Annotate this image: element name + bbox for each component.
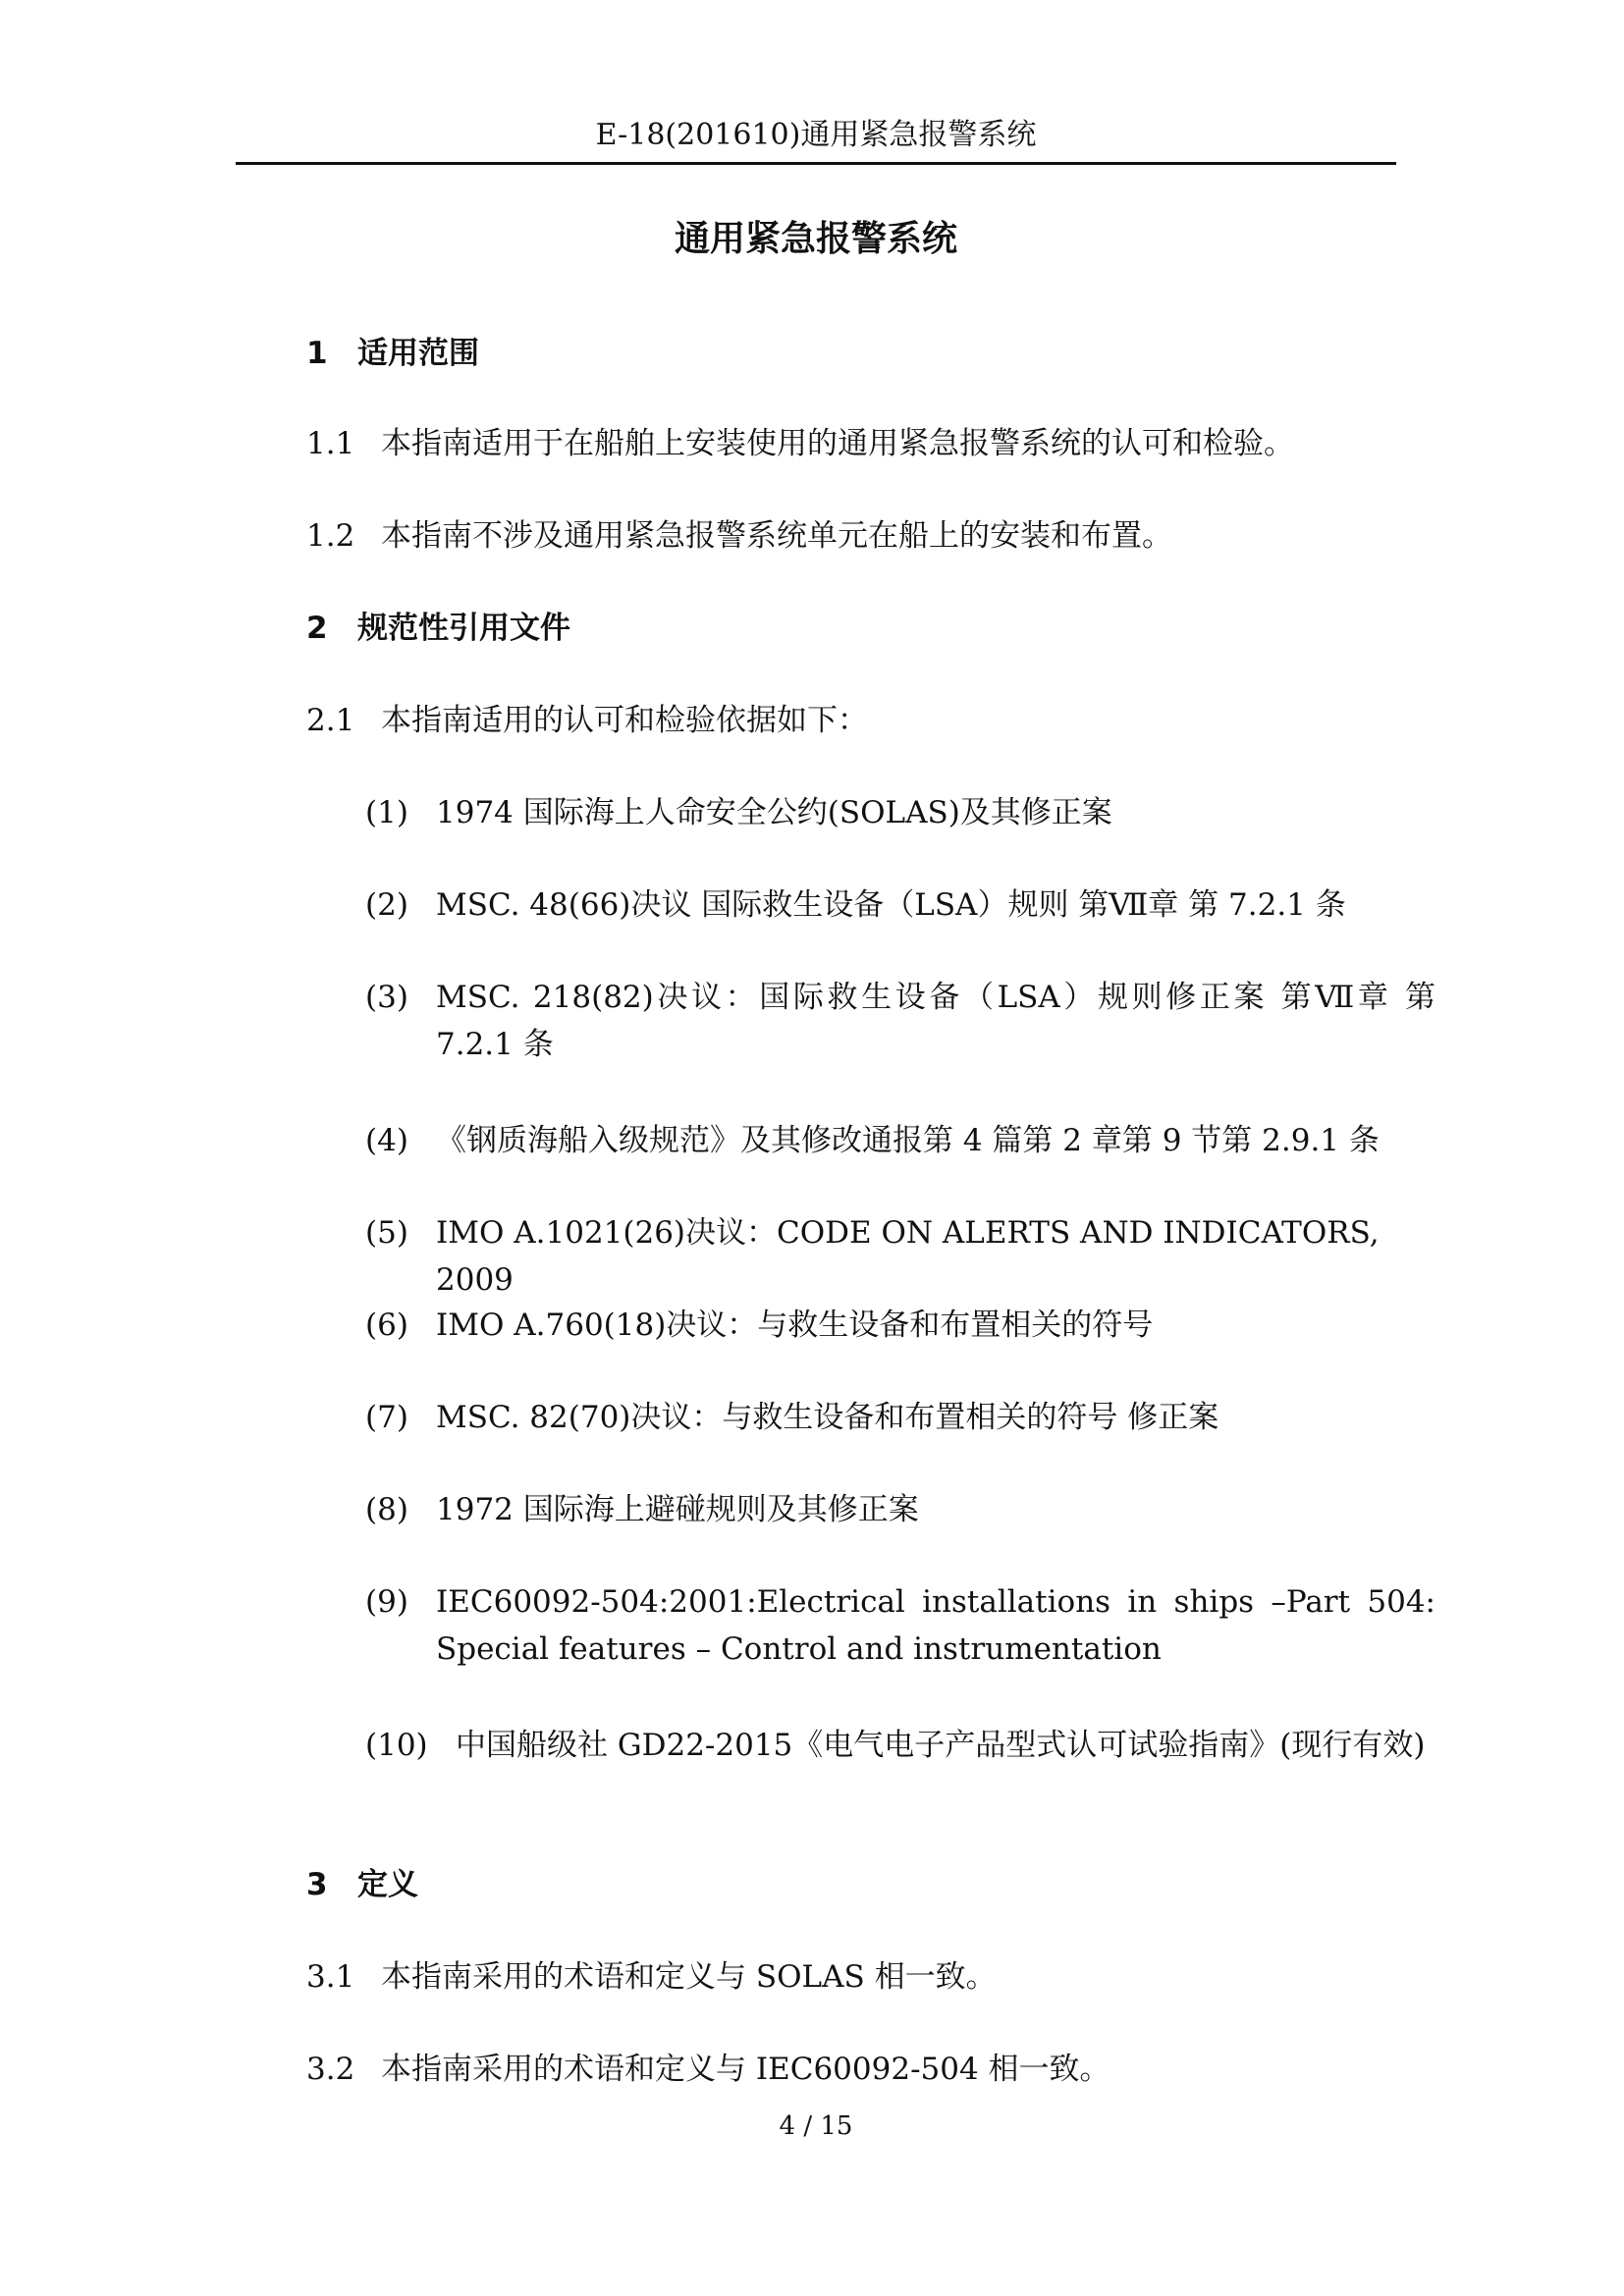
section-heading-text: 适用范围 xyxy=(357,336,479,371)
reference-text: 中国船级社 GD22-2015《电气电子产品型式认可试验指南》(现行有效) xyxy=(456,1728,1426,1763)
paragraph-3-1 xyxy=(306,1955,997,1999)
section-number: 1 xyxy=(306,336,328,371)
reference-number: (3) xyxy=(365,980,408,1015)
reference-item-7 xyxy=(365,1394,1435,1441)
reference-text: MSC. 48(66)决议 国际救生设备（LSA）规则 第Ⅶ章 第 7.2.1 条 xyxy=(436,887,1346,923)
reference-text: 《钢质海船入级规范》及其修改通报第 4 篇第 2 章第 9 节第 2.9.1 条 xyxy=(436,1123,1380,1158)
section-number: 2 xyxy=(306,611,328,646)
reference-item-2 xyxy=(365,881,1435,929)
section-heading-text: 规范性引用文件 xyxy=(357,611,570,646)
reference-number: (2) xyxy=(365,887,408,923)
paragraph-text: 本指南采用的术语和定义与 IEC60092-504 相一致。 xyxy=(381,2052,1110,2087)
paragraph-1-2 xyxy=(306,514,1172,558)
paragraph-number: 1.1 xyxy=(306,426,355,461)
reference-number: (1) xyxy=(365,795,408,830)
reference-item-9 xyxy=(365,1578,1435,1673)
page-header: E-18(201610)通用紧急报警系统 xyxy=(595,118,1037,152)
paragraph-2-1 xyxy=(306,699,868,742)
reference-number: (6) xyxy=(365,1308,408,1343)
reference-text: IMO A.760(18)决议：与救生设备和布置相关的符号 xyxy=(436,1308,1154,1343)
reference-item-3 xyxy=(365,974,1435,1068)
paragraph-number: 2.1 xyxy=(306,703,355,738)
paragraph-text: 本指南不涉及通用紧急报警系统单元在船上的安装和布置。 xyxy=(381,518,1172,554)
reference-text: 1974 国际海上人命安全公约(SOLAS)及其修正案 xyxy=(436,795,1112,830)
reference-text: MSC. 82(70)决议：与救生设备和布置相关的符号 修正案 xyxy=(436,1400,1219,1435)
reference-text: 1972 国际海上避碰规则及其修正案 xyxy=(436,1492,919,1527)
reference-number: (7) xyxy=(365,1400,408,1435)
header-rule xyxy=(236,162,1396,165)
paragraph-text: 本指南适用于在船舶上安装使用的通用紧急报警系统的认可和检验。 xyxy=(381,426,1294,461)
reference-number: (4) xyxy=(365,1123,408,1158)
reference-number: (10) xyxy=(365,1728,428,1763)
reference-item-8 xyxy=(365,1486,1435,1533)
section-heading-text: 定义 xyxy=(357,1867,418,1902)
paragraph-number: 3.1 xyxy=(306,1959,355,1995)
document-title: 通用紧急报警系统 xyxy=(674,219,957,259)
paragraph-3-2 xyxy=(306,2048,1110,2091)
paragraph-number: 1.2 xyxy=(306,518,355,554)
paragraph-text: 本指南适用的认可和检验依据如下： xyxy=(381,703,868,738)
reference-item-4 xyxy=(365,1117,1435,1164)
paragraph-1-1 xyxy=(306,422,1294,465)
reference-number: (9) xyxy=(365,1584,408,1620)
reference-text: MSC. 218(82)决议：国际救生设备（LSA）规则修正案 第Ⅶ章 第 7.2.1 条 xyxy=(436,980,1435,1062)
section-1-heading xyxy=(306,332,479,375)
reference-item-1 xyxy=(365,789,1435,836)
reference-item-6 xyxy=(365,1302,1435,1349)
reference-item-10 xyxy=(236,1720,1435,1771)
page-number: 4 / 15 xyxy=(779,2111,853,2141)
reference-item-5 xyxy=(365,1209,1435,1304)
section-2-heading xyxy=(306,607,570,650)
reference-text: IEC60092-504:2001:Electrical installations in ships –Part 504: Special features – Control and instrumentation xyxy=(436,1584,1435,1667)
section-3-heading xyxy=(306,1863,418,1906)
section-number: 3 xyxy=(306,1867,328,1902)
reference-number: (5) xyxy=(365,1215,408,1251)
paragraph-text: 本指南采用的术语和定义与 SOLAS 相一致。 xyxy=(381,1959,997,1995)
paragraph-number: 3.2 xyxy=(306,2052,355,2087)
reference-number: (8) xyxy=(365,1492,408,1527)
reference-text: IMO A.1021(26)决议：CODE ON ALERTS AND INDICATORS, 2009 xyxy=(436,1215,1380,1298)
